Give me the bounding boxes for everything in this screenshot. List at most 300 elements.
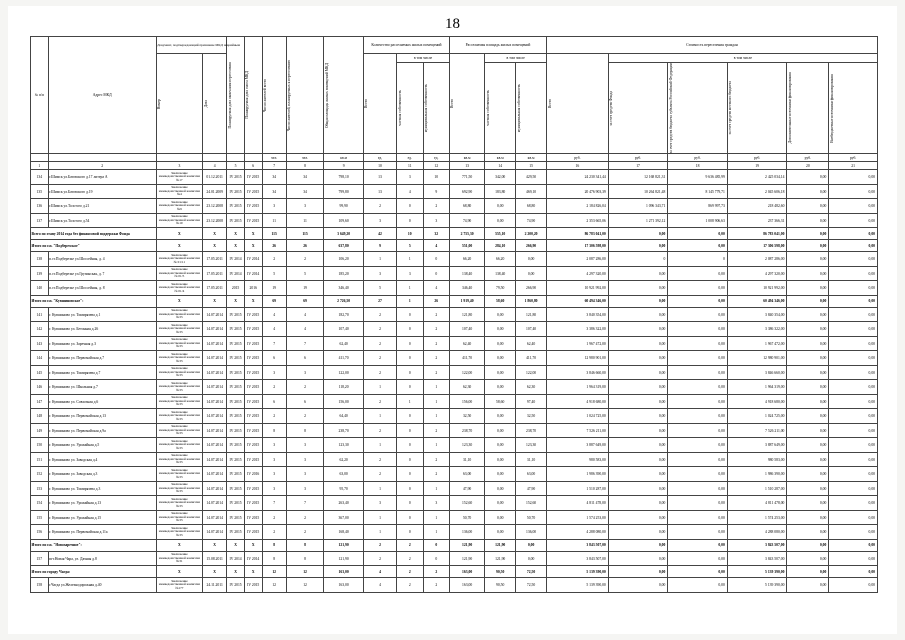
row-document: Заключение межведомственной комиссии №33 <box>156 322 202 337</box>
row-area: 156,00 <box>324 394 364 409</box>
row-area-muni: 74,90 <box>516 213 547 228</box>
row-address: г. Кувшиново ул. Заречная д.3 <box>48 336 156 351</box>
row-people-planned: 7 <box>286 496 323 511</box>
row-people: 2 <box>262 510 286 525</box>
row-area-private: 0,00 <box>485 496 516 511</box>
row-number: 158 <box>31 578 49 593</box>
row-area-resettled: 238,70 <box>449 423 484 438</box>
row-count-private: 2 <box>397 578 423 593</box>
sub-cost-extra: 0,00 <box>787 240 829 252</box>
row-cost-fund: 0,00 <box>608 510 668 525</box>
row-area-muni: 121,80 <box>516 307 547 322</box>
row-count-private: 0 <box>397 409 423 424</box>
row-cost-extra: 0,00 <box>787 213 829 228</box>
sub-cost-extra: 0,00 <box>787 566 829 578</box>
unit-cell: кв.м <box>324 154 364 162</box>
row-plan-end: IV 2014 <box>227 252 245 267</box>
row-cost-extra: 0,00 <box>787 322 829 337</box>
row-address: г. Кувшиново ул. Первомайская д.9а <box>48 423 156 438</box>
row-date: 23.12.2008 <box>203 213 227 228</box>
table-row <box>31 351 878 366</box>
row-plan-demolition: IV 2015 <box>244 170 262 185</box>
row-count-muni: 9 <box>423 184 449 199</box>
row-number: 143 <box>31 336 49 351</box>
sub-x: X <box>203 228 227 240</box>
row-area: 263,40 <box>324 496 364 511</box>
row-area-private: 0,00 <box>485 452 516 467</box>
sub-count-private: 10 <box>397 228 423 240</box>
sub-area-private: 90,50 <box>485 566 516 578</box>
sub-x: X <box>156 539 202 551</box>
table-row <box>31 365 878 380</box>
row-number: 134 <box>31 170 49 185</box>
row-cost-other: 0,00 <box>829 266 878 281</box>
row-people: 34 <box>262 184 286 199</box>
row-cost-local: 218 482,60 <box>727 199 787 214</box>
row-document: Заключение межведомственной комиссии №33 <box>156 409 202 424</box>
sub-area-resettled: 121,90 <box>449 539 484 551</box>
row-count: 5 <box>363 281 396 296</box>
row-area-resettled: 692,90 <box>449 184 484 199</box>
row-cost-subject: 0,00 <box>668 409 728 424</box>
row-plan-end: IV 2015 <box>227 213 245 228</box>
col-people: Число жителей всего <box>262 37 286 154</box>
unit-cell <box>227 154 245 162</box>
sub-area-private: 284,10 <box>485 240 516 252</box>
row-address: г.Шимск ул.Толстого д.21 <box>48 199 156 214</box>
row-count-muni: 1 <box>423 409 449 424</box>
column-number-cell: 2 <box>48 162 156 170</box>
row-date: 17.05.2011 <box>203 252 227 267</box>
page-number: 18 <box>445 16 460 32</box>
table-row <box>31 281 878 296</box>
sub-count: 27 <box>363 295 396 307</box>
row-cost-fund: 0,00 <box>608 467 668 482</box>
row-cost-subject: 0,00 <box>668 525 728 540</box>
row-cost-local: 4 811 478,00 <box>727 496 787 511</box>
row-count-muni: 3 <box>423 213 449 228</box>
row-area-resettled: 122,00 <box>449 365 484 380</box>
sub-cost-other: 0,00 <box>829 566 878 578</box>
row-address: г. Кувшиново ул. Заводская д.4 <box>48 452 156 467</box>
row-plan-demolition: IV 2015 <box>244 394 262 409</box>
table-row <box>31 199 878 214</box>
row-count-muni: 2 <box>423 199 449 214</box>
unit-cell: кв.м <box>485 154 516 162</box>
row-cost-fund: 0,00 <box>608 307 668 322</box>
row-area-private: 0,00 <box>485 199 516 214</box>
sub-x: X <box>244 240 262 252</box>
row-area-resettled: 152,60 <box>449 496 484 511</box>
col-cost-extra: Дополнительные источники финансирования <box>787 63 829 154</box>
col-area-muni: муниципальная собственность <box>516 63 547 154</box>
column-number-cell: 8 <box>286 162 323 170</box>
row-cost-extra: 0,00 <box>787 467 829 482</box>
row-area-private: 0,00 <box>485 351 516 366</box>
col-count-muni: муниципальная собственность <box>423 63 449 154</box>
subtotal-row <box>31 295 878 307</box>
row-cost-local: 5 139 390,00 <box>727 578 787 593</box>
row-area-private: 66,20 <box>485 252 516 267</box>
row-date: 14.07.2014 <box>203 380 227 395</box>
row-area-muni: 63,00 <box>516 467 547 482</box>
row-people-planned: 3 <box>286 467 323 482</box>
row-cost-subject: 0,00 <box>668 394 728 409</box>
sub-x: X <box>227 240 245 252</box>
table-row <box>31 170 878 185</box>
unit-cell: чел. <box>262 154 286 162</box>
row-count: 2 <box>363 551 396 566</box>
row-date: 23.12.2008 <box>203 199 227 214</box>
row-plan-end: IV 2015 <box>227 184 245 199</box>
row-area: 64,40 <box>324 409 364 424</box>
row-number: 150 <box>31 438 49 453</box>
col-count-total: Всего <box>363 54 396 154</box>
row-cost-fund: 0,00 <box>608 409 668 424</box>
table-row <box>31 336 878 351</box>
sub-x: X <box>203 539 227 551</box>
row-count: 2 <box>363 351 396 366</box>
row-count: 2 <box>363 394 396 409</box>
row-date: 14.07.2014 <box>203 438 227 453</box>
unit-cell: руб. <box>727 154 787 162</box>
row-people-planned: 3 <box>286 481 323 496</box>
row-document: Заключение межведомственной комиссии №9 <box>156 199 202 214</box>
table-row <box>31 551 878 566</box>
column-number-cell: 5 <box>227 162 245 170</box>
row-people: 3 <box>262 365 286 380</box>
subtotal-label: Итого по г.п. "Новозаречное": <box>31 539 157 551</box>
row-people-planned: 5 <box>286 266 323 281</box>
row-cost-subject: 0,00 <box>668 496 728 511</box>
row-count-muni: 2 <box>423 365 449 380</box>
sub-people: 115 <box>262 228 286 240</box>
unit-cell: ед. <box>363 154 396 162</box>
sub-cost-local: 3 843 507,00 <box>727 539 787 551</box>
row-document: Заключение межведомственной комиссии № 01/11 <box>156 252 202 267</box>
row-cost-total: 1 964 319,00 <box>547 380 609 395</box>
row-cost-local: 7 526 211,00 <box>727 423 787 438</box>
row-area-muni: 122,00 <box>516 365 547 380</box>
unit-cell <box>203 154 227 162</box>
table-row <box>31 184 878 199</box>
col-cost-local: за счет средств местного бюджета <box>727 63 787 154</box>
table-row <box>31 394 878 409</box>
row-count: 2 <box>363 199 396 214</box>
row-area-muni: 97,40 <box>516 394 547 409</box>
row-count-private: 0 <box>397 423 423 438</box>
row-address: г. Кувшиново ул. Урожайная д.15 <box>48 510 156 525</box>
row-people-planned: 4 <box>286 307 323 322</box>
row-cost-fund: 0 <box>608 252 668 267</box>
col-document: Документ, подтверждающий признание МКД аварийным <box>156 37 227 54</box>
row-document: Заключение межведомственной комиссии №33 <box>156 438 202 453</box>
row-cost-other: 0,00 <box>829 336 878 351</box>
sub-x: X <box>203 566 227 578</box>
row-area-resettled: 136,00 <box>449 525 484 540</box>
group-cost: Стоимость переселения граждан <box>547 37 878 54</box>
row-area: 118,20 <box>324 380 364 395</box>
row-cost-other: 0,00 <box>829 423 878 438</box>
row-plan-end: IV 2015 <box>227 481 245 496</box>
row-cost-total: 1 574 253,00 <box>547 510 609 525</box>
row-cost-total: 2 087 286,00 <box>547 252 609 267</box>
sub-cost-subject: 0,00 <box>668 295 728 307</box>
table-row <box>31 481 878 496</box>
row-cost-other: 0,00 <box>829 481 878 496</box>
row-count-muni: 2 <box>423 423 449 438</box>
row-cost-subject: 0,00 <box>668 365 728 380</box>
row-cost-total: 1 986 390,00 <box>547 467 609 482</box>
unit-cell <box>244 154 262 162</box>
sub-x: X <box>156 228 202 240</box>
row-area-private: 0,00 <box>485 336 516 351</box>
row-people: 2 <box>262 380 286 395</box>
row-cost-subject: 0,00 <box>668 380 728 395</box>
row-plan-demolition: IV 2015 <box>244 496 262 511</box>
row-people: 4 <box>262 307 286 322</box>
row-cost-extra: 0,00 <box>787 551 829 566</box>
row-count: 13 <box>363 184 396 199</box>
row-cost-subject: 0,00 <box>668 510 728 525</box>
row-cost-fund: 10 264 821,48 <box>608 184 668 199</box>
subtotal-label: Итого по г.п. "Кувшиновское": <box>31 295 157 307</box>
table-row <box>31 409 878 424</box>
row-plan-end: IV 2015 <box>227 380 245 395</box>
subtotal-label: Итого по городу Чагда: <box>31 566 157 578</box>
row-cost-local: 10 921 992,00 <box>727 281 787 296</box>
row-area-private: 0,00 <box>485 525 516 540</box>
row-count-private: 0 <box>397 307 423 322</box>
row-cost-fund: 0,00 <box>608 525 668 540</box>
row-number: 154 <box>31 496 49 511</box>
sub-area-resettled: 1 919,40 <box>449 295 484 307</box>
row-area-resettled: 121,80 <box>449 307 484 322</box>
row-people: 7 <box>262 336 286 351</box>
row-area: 107,40 <box>324 322 364 337</box>
row-date: 15.08.2011 <box>203 551 227 566</box>
row-plan-end: IV 2015 <box>227 496 245 511</box>
row-people: 2 <box>262 409 286 424</box>
row-area: 62,20 <box>324 452 364 467</box>
row-cost-other: 0,00 <box>829 380 878 395</box>
row-date: 14.07.2014 <box>203 336 227 351</box>
row-area: 346,40 <box>324 281 364 296</box>
row-people-planned: 34 <box>286 184 323 199</box>
sub-count-muni: 26 <box>423 295 449 307</box>
row-plan-demolition: IV 2015 <box>244 322 262 337</box>
unit-cell: руб. <box>547 154 609 162</box>
table-row <box>31 452 878 467</box>
row-people: 6 <box>262 351 286 366</box>
row-plan-end: IV 2015 <box>227 394 245 409</box>
row-cost-subject: 0,00 <box>668 266 728 281</box>
row-document: Заключение межведомственной комиссии №33 <box>156 351 202 366</box>
row-date: 14.07.2014 <box>203 307 227 322</box>
row-cost-subject: 0,00 <box>668 551 728 566</box>
row-count-private: 0 <box>397 510 423 525</box>
row-number: 157 <box>31 551 49 566</box>
row-count-private: 0 <box>397 380 423 395</box>
row-cost-fund: 0,00 <box>608 322 668 337</box>
row-number: 144 <box>31 351 49 366</box>
sub-x: X <box>156 240 202 252</box>
table-row <box>31 467 878 482</box>
row-count-muni: 1 <box>423 394 449 409</box>
row-area-private: 79,50 <box>485 281 516 296</box>
row-count-muni: 0 <box>423 551 449 566</box>
column-numbers-row <box>31 162 878 170</box>
row-count-muni: 2 <box>423 467 449 482</box>
col-cost-other: Внебюджетные источники финансирования <box>829 63 878 154</box>
row-document: Заключение межведомственной комиссии №33 <box>156 481 202 496</box>
row-cost-other: 0,00 <box>829 365 878 380</box>
row-cost-total: 5 139 390,00 <box>547 578 609 593</box>
row-document: Заключение межведомственной комиссии №33 <box>156 467 202 482</box>
row-number: 152 <box>31 467 49 482</box>
table-row <box>31 252 878 267</box>
row-plan-end: IV 2015 <box>227 452 245 467</box>
col-doc-date: Дата <box>203 54 227 154</box>
row-cost-extra: 0,00 <box>787 281 829 296</box>
row-document: Заключение межведомственной комиссии №31 <box>156 551 202 566</box>
row-count: 3 <box>363 496 396 511</box>
row-cost-extra: 0,00 <box>787 365 829 380</box>
row-area-private: 0,00 <box>485 409 516 424</box>
col-area-private: частная собственность <box>485 63 516 154</box>
row-cost-local: 3 887 649,00 <box>727 438 787 453</box>
row-plan-demolition: IV 2014 <box>244 551 262 566</box>
row-cost-fund: 12 168 821,31 <box>608 170 668 185</box>
row-cost-fund: 0,00 <box>608 351 668 366</box>
row-people-planned: 3 <box>286 438 323 453</box>
sub-cost-subject: 0,00 <box>668 228 728 240</box>
row-cost-extra: 0,00 <box>787 266 829 281</box>
row-number: 137 <box>31 213 49 228</box>
row-document: Заключение межведомственной комиссии №10 <box>156 213 202 228</box>
col-people-planned: Число жителей, планируемых к переселению <box>286 37 323 154</box>
row-area-muni: 136,00 <box>516 525 547 540</box>
column-number-cell: 12 <box>423 162 449 170</box>
row-cost-other: 0,00 <box>829 452 878 467</box>
row-count-private: 0 <box>397 336 423 351</box>
row-number: 135 <box>31 184 49 199</box>
sub-people: 26 <box>262 240 286 252</box>
subtotal-row <box>31 566 878 578</box>
sub-x: X <box>227 228 245 240</box>
row-cost-other: 0,00 <box>829 467 878 482</box>
row-people: 3 <box>262 438 286 453</box>
row-cost-other: 0,00 <box>829 409 878 424</box>
row-cost-total: 4 297 320,00 <box>547 266 609 281</box>
row-area-muni: 47,90 <box>516 481 547 496</box>
table-row <box>31 266 878 281</box>
table-row <box>31 380 878 395</box>
row-cost-other: 0,00 <box>829 184 878 199</box>
row-area-private: 0,00 <box>485 481 516 496</box>
row-people-planned: 19 <box>286 281 323 296</box>
row-area-private: 121,90 <box>485 551 516 566</box>
row-number: 140 <box>31 281 49 296</box>
row-document: Заключение межведомственной комиссии №33 <box>156 452 202 467</box>
sub-x: X <box>156 566 202 578</box>
sub-x: X <box>227 295 245 307</box>
row-cost-subject: 0,00 <box>668 351 728 366</box>
subtotal-row <box>31 240 878 252</box>
column-number-cell: 14 <box>485 162 516 170</box>
row-people-planned: 2 <box>286 525 323 540</box>
row-address: г. Кувшиново ул. Заводская д.3 <box>48 467 156 482</box>
row-cost-extra: 0,00 <box>787 184 829 199</box>
row-count-private: 0 <box>397 322 423 337</box>
row-people-planned: 3 <box>286 365 323 380</box>
row-number: 151 <box>31 452 49 467</box>
row-area-muni: 68,80 <box>516 199 547 214</box>
sub-cost-fund: 0,00 <box>608 295 668 307</box>
row-cost-local: 3 386 322,00 <box>727 322 787 337</box>
row-address: г.Шимск ул.Батовского д.17 литера А <box>48 170 156 185</box>
row-address: г. Кувшиново ул. Тимирязева д.1 <box>48 307 156 322</box>
row-cost-fund: 0,00 <box>608 578 668 593</box>
row-people: 19 <box>262 281 286 296</box>
sub-people-planned: 69 <box>286 295 323 307</box>
row-number: 156 <box>31 525 49 540</box>
unit-cell: чел. <box>286 154 323 162</box>
row-count-private: 0 <box>397 467 423 482</box>
row-count: 2 <box>363 467 396 482</box>
row-document: Заключение межведомственной комиссии № 01/4 <box>156 281 202 296</box>
table-row <box>31 307 878 322</box>
sub-people: 12 <box>262 566 286 578</box>
unit-cell: ед. <box>423 154 449 162</box>
sub-count-private: 1 <box>397 295 423 307</box>
row-cost-total: 10 921 992,00 <box>547 281 609 296</box>
row-area-resettled: 63,00 <box>449 467 484 482</box>
row-count-private: 0 <box>397 365 423 380</box>
row-plan-demolition: IV 2015 <box>244 578 262 593</box>
row-cost-subject: 0,00 <box>668 452 728 467</box>
row-document: Заключение межведомственной комиссии №33 <box>156 510 202 525</box>
row-count: 1 <box>363 409 396 424</box>
row-people-planned: 2 <box>286 380 323 395</box>
col-cost-fund: за счет средств Фонда <box>608 63 668 154</box>
column-number-cell: 16 <box>547 162 609 170</box>
row-document: Заключение межведомственной комиссии №33 <box>156 394 202 409</box>
row-cost-subject: 869 997,73 <box>668 199 728 214</box>
row-count: 1 <box>363 481 396 496</box>
column-number-cell: 3 <box>156 162 202 170</box>
row-date: 17.05.2011 <box>203 281 227 296</box>
row-cost-other: 0,00 <box>829 510 878 525</box>
row-count: 2 <box>363 452 396 467</box>
row-plan-end: IV 2015 <box>227 438 245 453</box>
row-people: 12 <box>262 578 286 593</box>
row-number: 148 <box>31 409 49 424</box>
row-cost-local: 1 510 287,00 <box>727 481 787 496</box>
row-plan-demolition: IV 2015 <box>244 365 262 380</box>
row-count-muni: 10 <box>423 170 449 185</box>
row-date: 14.07.2014 <box>203 510 227 525</box>
row-count-muni: 1 <box>423 380 449 395</box>
sub-count-private: 2 <box>397 566 423 578</box>
column-number-cell: 18 <box>668 162 728 170</box>
row-count: 2 <box>363 365 396 380</box>
row-document: Заключение межведомственной комиссии №33 <box>156 496 202 511</box>
sub-count: 4 <box>363 566 396 578</box>
col-area-total: Всего <box>449 54 484 154</box>
row-cost-total: 3 386 322,00 <box>547 322 609 337</box>
row-cost-fund: 0,00 <box>608 380 668 395</box>
